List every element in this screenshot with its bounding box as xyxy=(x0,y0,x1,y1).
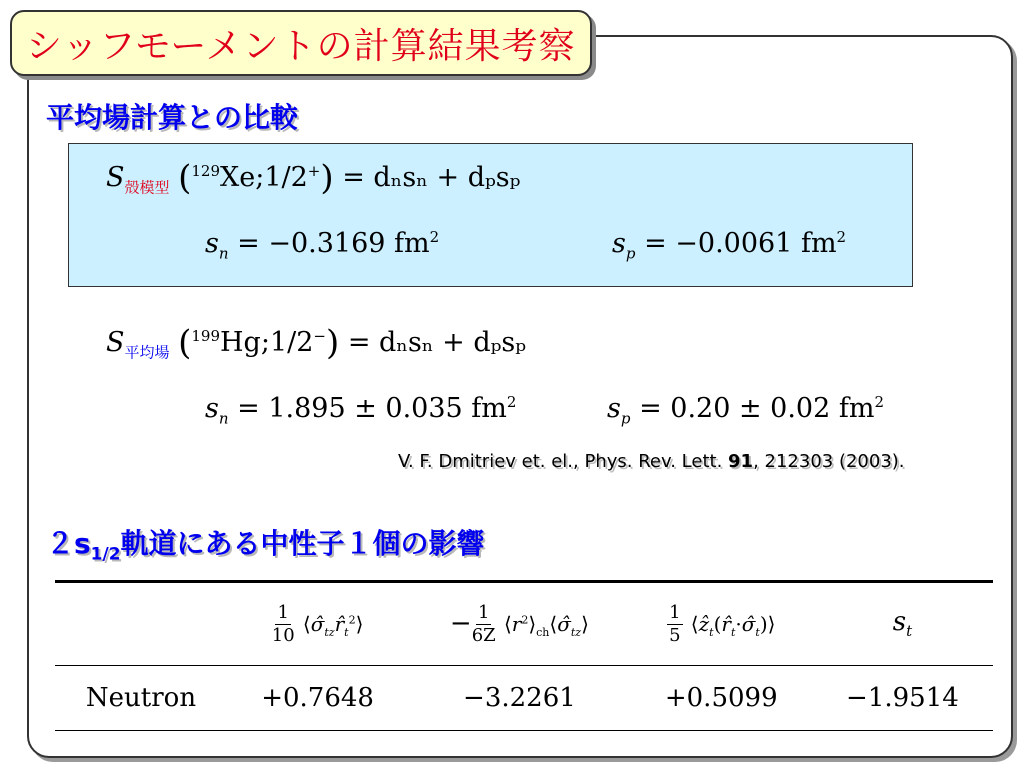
sp-value-shell: $s_p = -0.0061$ $fm^2$ xyxy=(612,228,847,263)
frac-num: 1 xyxy=(669,601,681,623)
st-symbol: s xyxy=(892,607,907,638)
reference-pages: , 212303 (2003). xyxy=(753,451,905,472)
reference-text: V. F. Dmitriev et. el., Phys. Rev. Lett. xyxy=(398,451,729,472)
sn-number: = −0.3169 fm xyxy=(237,228,430,259)
parity: + xyxy=(307,162,321,180)
header-term1: $\frac{1}{10}$ $⟨\sigmâ_{tz}r̂_t^2⟩$ xyxy=(227,582,408,666)
parity: − xyxy=(313,327,326,345)
sn-value-shell: $s_n = -0.3169$ $fm^2$ xyxy=(205,228,440,263)
frac-den: 10 xyxy=(271,624,295,646)
isotope-spec: Hg;1/2 xyxy=(220,327,314,358)
heading-orbit-sub: 1/2 xyxy=(90,544,121,565)
slide-title: シッフモーメントの計算結果考察 xyxy=(10,10,592,76)
section-heading-neutron xyxy=(46,522,485,565)
shell-model-label: 殻模型 xyxy=(124,178,170,197)
sp-number: = 0.20 ± 0.02 fm xyxy=(639,393,875,424)
sn-number: = 1.895 ± 0.035 fm xyxy=(237,393,507,424)
cell-value: −1.9514 xyxy=(812,666,993,731)
equation-rhs: = dₙsₙ + dₚsₚ xyxy=(347,327,527,358)
cell-value: +0.7648 xyxy=(227,666,408,731)
heading-text: 軌道にある中性子１個の影響 xyxy=(120,527,485,560)
table-row xyxy=(55,666,993,731)
equation-rhs: = dₙsₙ + dₚsₚ xyxy=(342,162,521,193)
cell-value: +0.5099 xyxy=(631,666,812,731)
equation-mean-field: $S_{平均場}$ ($^{199}$Hg;1/2−) = dₙsₙ + dₚsₚ xyxy=(106,323,527,363)
header-empty xyxy=(55,582,227,666)
isotope-spec: Xe;1/2 xyxy=(220,162,308,193)
reference-volume: 91 xyxy=(728,451,754,472)
table-header-row xyxy=(55,582,993,666)
header-term3: $\frac{1}{5}$ $⟨ẑ_t(r̂_t\cdot\sigmâ_t)⟩$ xyxy=(631,582,812,666)
frac-den: 5 xyxy=(669,624,681,646)
equation-shell-model: $S_{殻模型}$ ($^{129}$Xe;1/2+) = dₙsₙ + dₚsₚ xyxy=(106,158,521,198)
header-st: $s_t$ xyxy=(812,582,993,666)
isotope-mass: 129 xyxy=(191,162,221,180)
frac-num: 1 xyxy=(477,601,490,623)
sp-value-mean-field: $s_p = 0.20 \pm 0.02$ $fm^2$ xyxy=(607,393,885,428)
frac-num: 1 xyxy=(277,601,289,623)
frac-den: 6Z xyxy=(471,624,496,646)
mean-field-label: 平均場 xyxy=(124,343,170,362)
heading-orbit: ２s xyxy=(46,527,91,560)
sp-number: = −0.0061 fm xyxy=(644,228,837,259)
sn-value-mean-field: $s_n = 1.895 \pm 0.035$ $fm^2$ xyxy=(205,393,517,428)
results-table xyxy=(55,580,993,731)
header-term2: − $\frac{1}{6Z}$ $⟨r^2⟩_{ch}⟨\sigmâ_{tz}⟩$ xyxy=(408,582,631,666)
isotope-mass: 199 xyxy=(191,327,221,345)
cell-value: −3.2261 xyxy=(408,666,631,731)
row-label: Neutron xyxy=(55,666,227,731)
reference-citation xyxy=(398,451,905,472)
section-heading-comparison: 平均場計算との比較 xyxy=(46,101,299,134)
frac-sign: − xyxy=(449,608,472,638)
